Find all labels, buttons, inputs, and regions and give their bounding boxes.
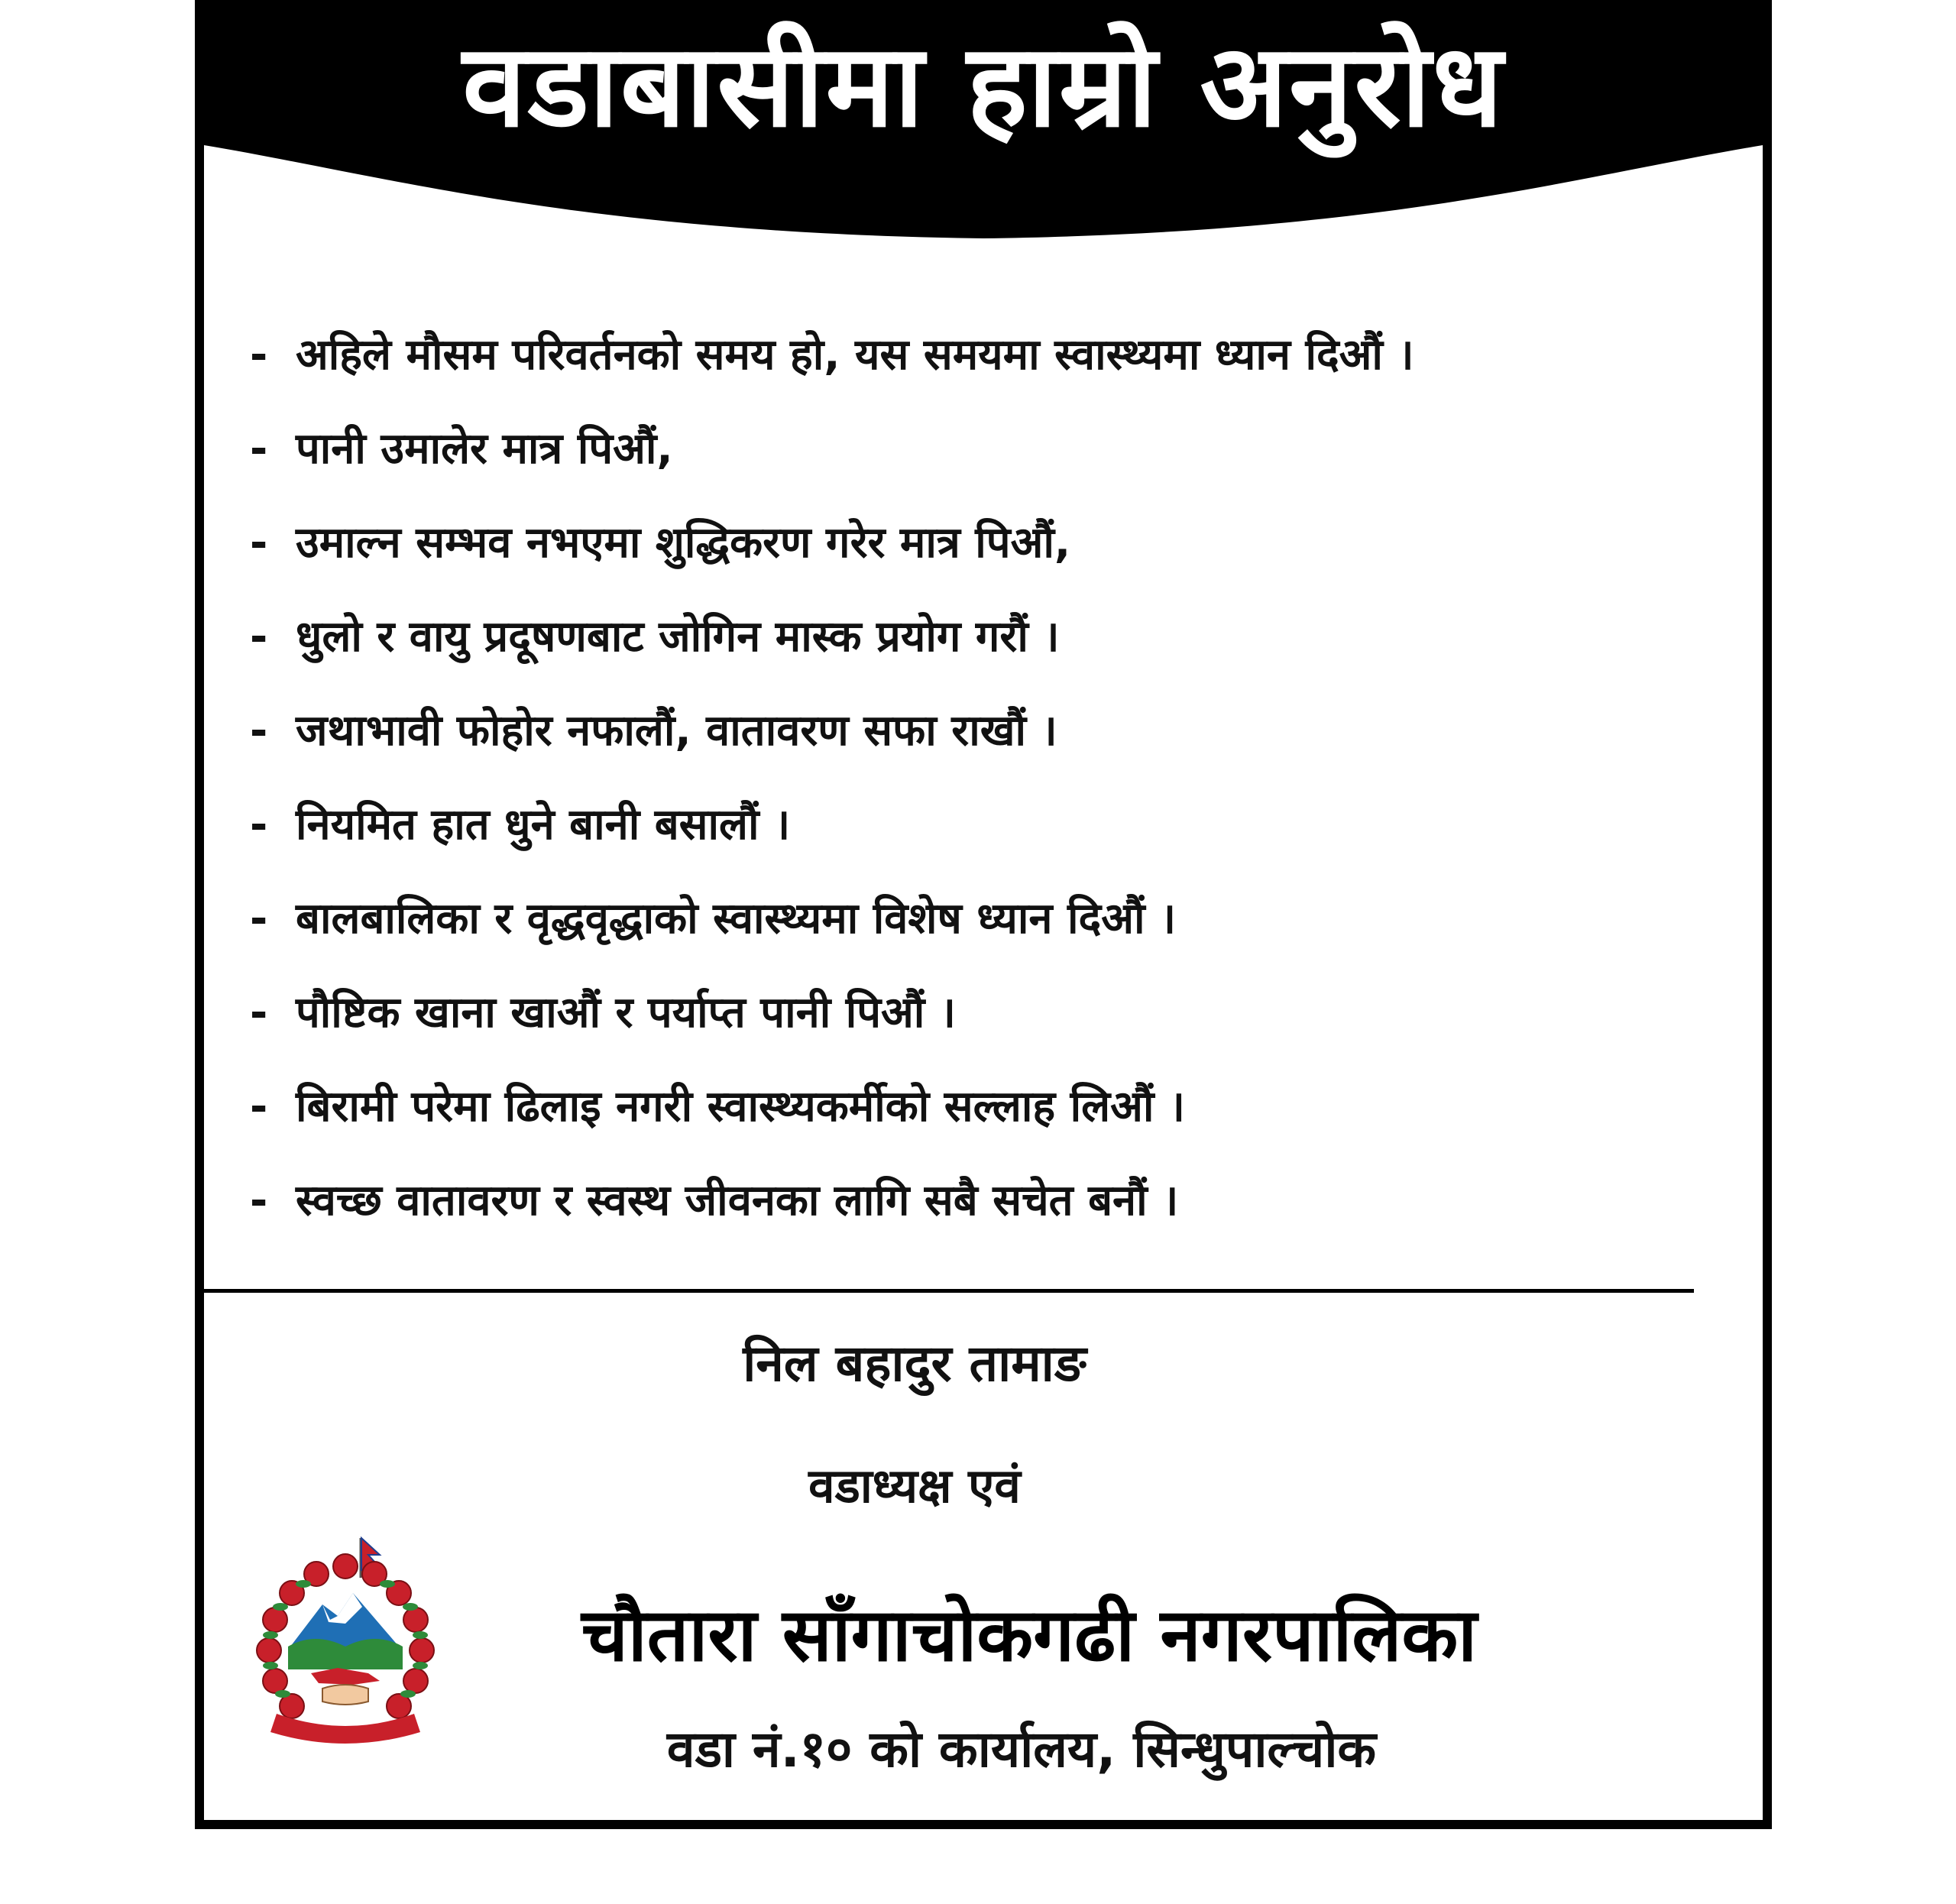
bullet-dash: - [250,424,268,474]
list-item [250,1171,1763,1264]
list-item [250,325,1763,419]
list-item-text: जथाभावी फोहोर नफालौं, वातावरण सफा राखौं । [296,706,1057,756]
bullet-dash: - [250,330,268,380]
list-item-text: पानी उमालेर मात्र पिऔं, [296,424,673,474]
list-item-text: धुलो र वायु प्रदूषणबाट जोगिन मास्क प्रयोग गरौं । [296,612,1060,662]
list-item [250,701,1763,795]
list-item-text: बिरामी परेमा ढिलाइ नगरी स्वास्थ्यकर्मीको सल्लाह लिऔं । [296,1082,1186,1132]
list-item [250,1077,1763,1171]
bullet-dash: - [250,706,268,756]
organization-name: चौतारा साँगाचोकगढी नगरपालिका [581,1592,1478,1678]
signatory-name: निल बहादुर तामाङ [743,1334,1086,1393]
bullet-dash: - [250,1082,268,1132]
bullet-dash: - [250,800,268,850]
page-title: वडाबासीमा हाम्रो अनुरोध [462,20,1504,153]
request-list [250,325,1763,1264]
list-item [250,795,1763,889]
office-address: वडा नं.१० को कार्यालय, सिन्धुपाल्चोक [666,1720,1377,1779]
list-item [250,607,1763,701]
bullet-dash: - [250,988,268,1038]
bullet-dash: - [250,612,268,662]
list-item [250,983,1763,1077]
list-item [250,889,1763,983]
signatory-role: वडाध्यक्ष एवं [808,1458,1021,1514]
bullet-dash: - [250,894,268,944]
bullet-dash: - [250,1176,268,1226]
bullet-dash: - [250,518,268,568]
list-item-text: पौष्टिक खाना खाऔं र पर्याप्त पानी पिऔं । [296,988,956,1038]
list-item-text: स्वच्छ वातावरण र स्वस्थ जीवनका लागि सबै सचेत बनौं । [296,1176,1179,1226]
list-item-text: बालबालिका र वृद्धवृद्धाको स्वास्थ्यमा विशेष ध्यान दिऔं । [296,894,1177,944]
nepal-government-emblem-icon [246,1532,445,1753]
list-item-text: अहिले मौसम परिवर्तनको समय हो, यस समयमा स्वास्थ्यमा ध्यान दिऔं । [296,330,1414,380]
list-item [250,419,1763,513]
list-item-text: उमाल्न सम्भव नभएमा शुद्धिकरण गरेर मात्र पिऔं, [296,518,1071,568]
list-item [250,513,1763,607]
notice-poster [195,0,1772,1829]
divider [204,1289,1694,1293]
list-item-text: नियमित हात धुने बानी बसालौं । [296,800,791,850]
